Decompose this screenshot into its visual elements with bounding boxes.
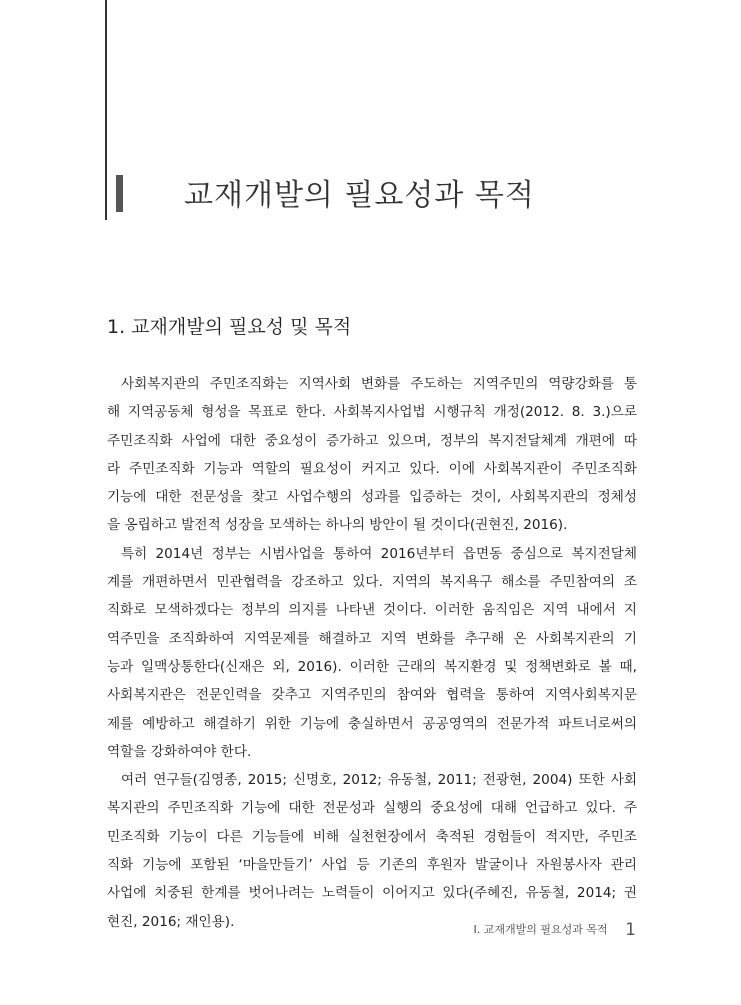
paragraph-2-line-2: 계를 개편하면서 민관협력을 강조하고 있다. 지역의 복지욕구 해소를 주민참여의 조 <box>107 574 637 591</box>
paragraph-2-line-1: 특히 2014년 정부는 시범사업을 통하여 2016년부터 읍면동 중심으로 복지전달체 <box>121 545 637 562</box>
paragraph-2-line-7: 제를 예방하고 해결하기 위한 기능에 충실하면서 공공영역의 전문가적 파트너로써의 <box>107 715 637 732</box>
page-footer <box>474 920 636 940</box>
chapter-title: 교재개발의 필요성과 목적 <box>184 178 535 213</box>
page-number: 1 <box>625 920 636 940</box>
body-text <box>107 370 637 936</box>
running-title: Ⅰ. 교재개발의 필요성과 목적 <box>473 923 608 936</box>
paragraph-2-line-5: 능과 일맥상통한다(신재은 외, 2016). 이러한 근래의 복지환경 및 정책변화로 볼 때, <box>107 658 637 675</box>
paragraph-1-line-4: 라 주민조직화 기능과 역할의 필요성이 커지고 있다. 이에 사회복지관이 주민조직화 <box>107 460 637 477</box>
page-margin-rule <box>105 0 107 220</box>
paragraph-1-line-1: 사회복지관의 주민조직화는 지역사회 변화를 주도하는 지역주민의 역량강화를 통 <box>121 376 637 392</box>
paragraph-3-line-5: 사업에 치중된 한계를 벗어나려는 노력들이 이어지고 있다(주혜진, 유동철, 2014; 권 <box>107 885 637 902</box>
paragraph-1-line-5: 기능에 대한 전문성을 찾고 사업수행의 성과를 입증하는 것이, 사회복지관의 정체성 <box>107 489 637 506</box>
paragraph-3-line-3: 민조직화 기능이 다른 기능들에 비해 실천현장에서 축적된 경험들이 적지만, 주민조 <box>107 828 637 845</box>
paragraph-3-line-6: 현진, 2016; 재인용). <box>107 913 235 930</box>
paragraph-2-line-3: 직화로 모색하겠다는 정부의 의지를 나타낸 것이다. 이러한 움직임은 지역 내에서 지 <box>107 602 637 619</box>
section-heading: 1. 교재개발의 필요성 및 목적 <box>107 316 352 338</box>
chapter-marker-bar <box>116 175 123 212</box>
paragraph-2-line-4: 역주민을 조직화하여 지역문제를 해결하고 지역 변화를 추구해 온 사회복지관의 기 <box>107 630 637 647</box>
paragraph-3-line-4: 직화 기능에 포함된 ‘마을만들기’ 사업 등 기존의 후원자 발굴이나 자원봉사자 관리 <box>107 857 637 874</box>
paragraph-2-line-6: 사회복지관은 전문인력을 갖추고 지역주민의 참여와 협력을 통하여 지역사회복지문 <box>107 687 637 704</box>
paragraph-1-line-3: 주민조직화 사업에 대한 중요성이 증가하고 있으며, 정부의 복지전달체계 개편에 따 <box>107 432 637 449</box>
paragraph-1-line-2: 해 지역공동체 형성을 목표로 한다. 사회복지사업법 시행규칙 개정(2012. 8. 3.)으로 <box>107 404 637 421</box>
paragraph-3-line-1: 여러 연구들(김영종, 2015; 신명호, 2012; 유동철, 2011; 전광현, 2004) 또한 사회 <box>121 772 637 789</box>
paragraph-2-line-8: 역할을 강화하여야 한다. <box>107 743 252 760</box>
paragraph-3-line-2: 복지관의 주민조직화 기능에 대한 전문성과 실행의 중요성에 대해 언급하고 있다. 주 <box>107 800 637 817</box>
paragraph-1-line-6: 을 옹립하고 발전적 성장을 모색하는 하나의 방안이 될 것이다(권현진, 2016). <box>107 517 568 534</box>
